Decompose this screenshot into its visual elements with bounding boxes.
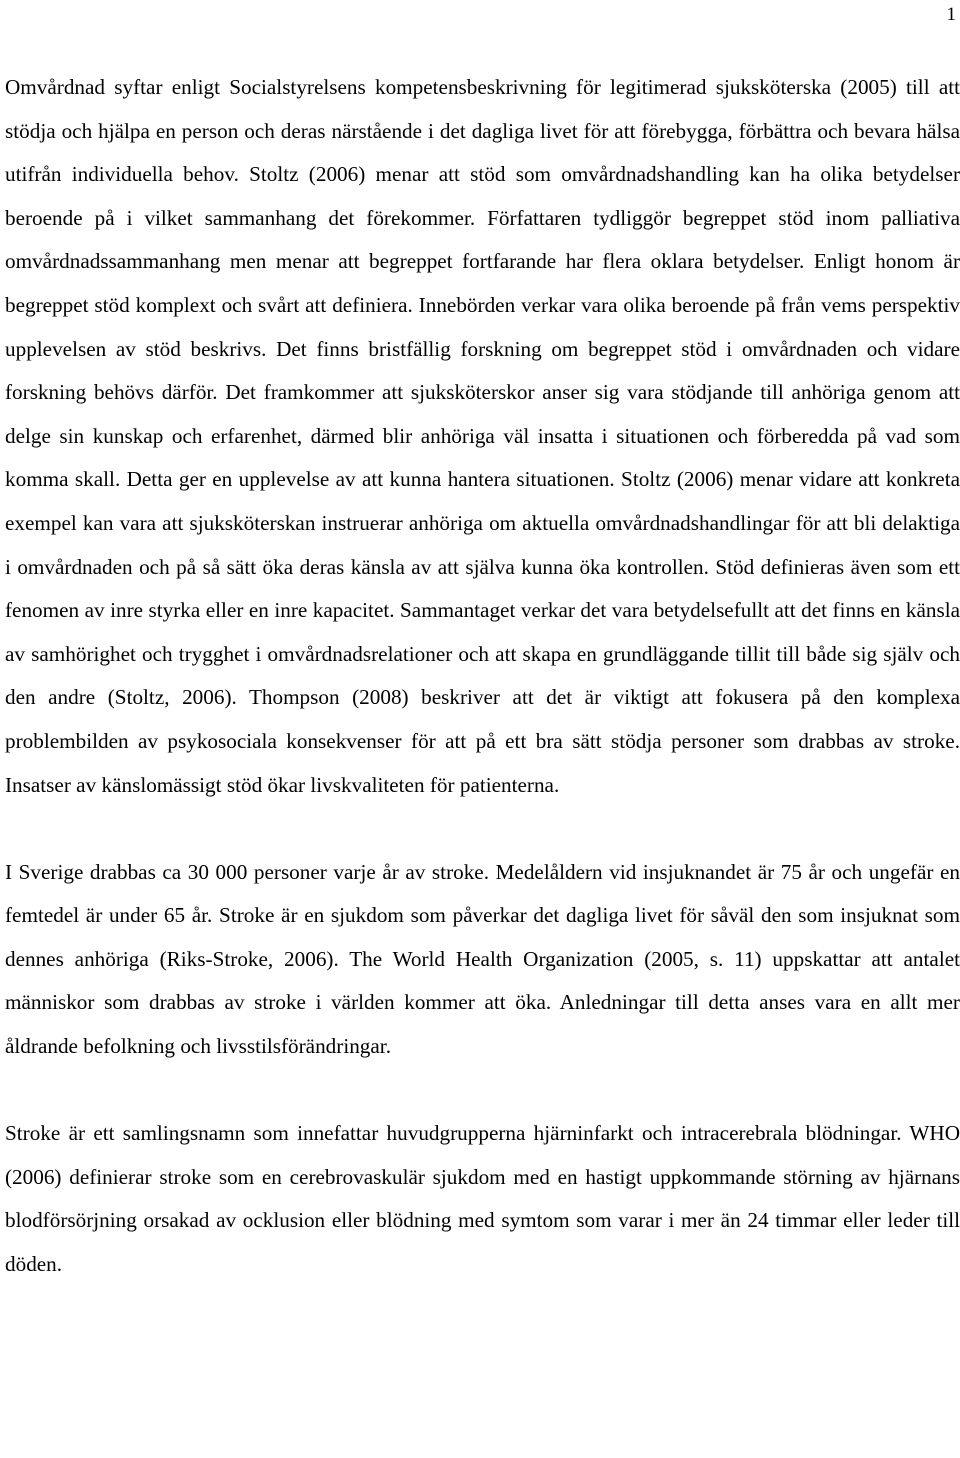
paragraph-stroke-sverige: I Sverige drabbas ca 30 000 personer varje år av stroke. Medelåldern vid insjuknandet är 75 år och ungefär en femtedel är under 65 år. Stroke är en sjukdom som påverkar det dagliga livet för såväl den som insjuknat som dennes anhöriga (Riks-Stroke, 2006). The World Health Organization (2005, s. 11) uppskattar att antalet människor som drabbas av stroke i världen kommer att öka. Anledningar till detta anses vara en allt mer åldrande befolkning och livsstilsförändringar. <box>5 859 960 1059</box>
page-number: 1 <box>946 4 956 25</box>
paragraph-omvardnad-stod: Omvårdnad syftar enligt Socialstyrelsens kompetensbeskrivning för legitimerad sjuksköterska (2005) till att stödja och hjälpa en person och deras närstående i det dagliga livet för att förebygga, förbättra och bevara hälsa utifrån individuella behov. Stoltz (2006) menar att stöd som omvårdnadshandling kan ha olika betydelser beroende på i vilket sammanhang det förekommer. Författaren tydliggör begreppet stöd inom palliativa omvårdnadssammanhang men menar att begreppet fortfarande har flera oklara betydelser. Enligt honom är begreppet stöd komplext och svårt att definiera. Innebörden verkar vara olika beroende på från vems perspektiv upplevelsen av stöd beskrivs. Det finns bristfällig forskning om begreppet stöd i omvårdnaden och vidare forskning behövs därför. Det framkommer att sjuksköterskor anser sig vara stödjande till anhöriga genom att delge sin kunskap och erfarenhet, därmed blir anhöriga väl insatta i situationen och förberedda på vad som komma skall. Detta ger en upplevelse av att kunna hantera situationen. Stoltz (2006) menar vidare att konkreta exempel kan vara att sjuksköterskan instruerar anhöriga om aktuella omvårdnadshandlingar för att bli delaktiga i omvårdnaden och på så sätt öka deras känsla av att själva kunna öka kontrollen. Stöd definieras även som ett fenomen av inre styrka eller en inre kapacitet. Sammantaget verkar det vara betydelsefullt att det finns en känsla av samhörighet och trygghet i omvårdnadsrelationer och att skapa en grundläggande tillit till både sig själv och den andre (Stoltz, 2006). Thompson (2008) beskriver att det är viktigt att fokusera på den komplexa problembilden av psykosociala konsekvenser för att på ett bra sätt stödja personer som drabbas av stroke. Insatser av känslomässigt stöd ökar livskvaliteten för patienterna. <box>5 75 960 797</box>
paragraph-stroke-definition: Stroke är ett samlingsnamn som innefattar huvudgrupperna hjärninfarkt och intracerebrala blödningar. WHO (2006) definierar stroke som en cerebrovaskulär sjukdom med en hastigt uppkommande störning av hjärnans blodförsörjning orsakad av ocklusion eller blödning med symtom som varar i mer än 24 timmar eller leder till döden. <box>5 1121 960 1277</box>
document-body <box>5 66 960 1287</box>
